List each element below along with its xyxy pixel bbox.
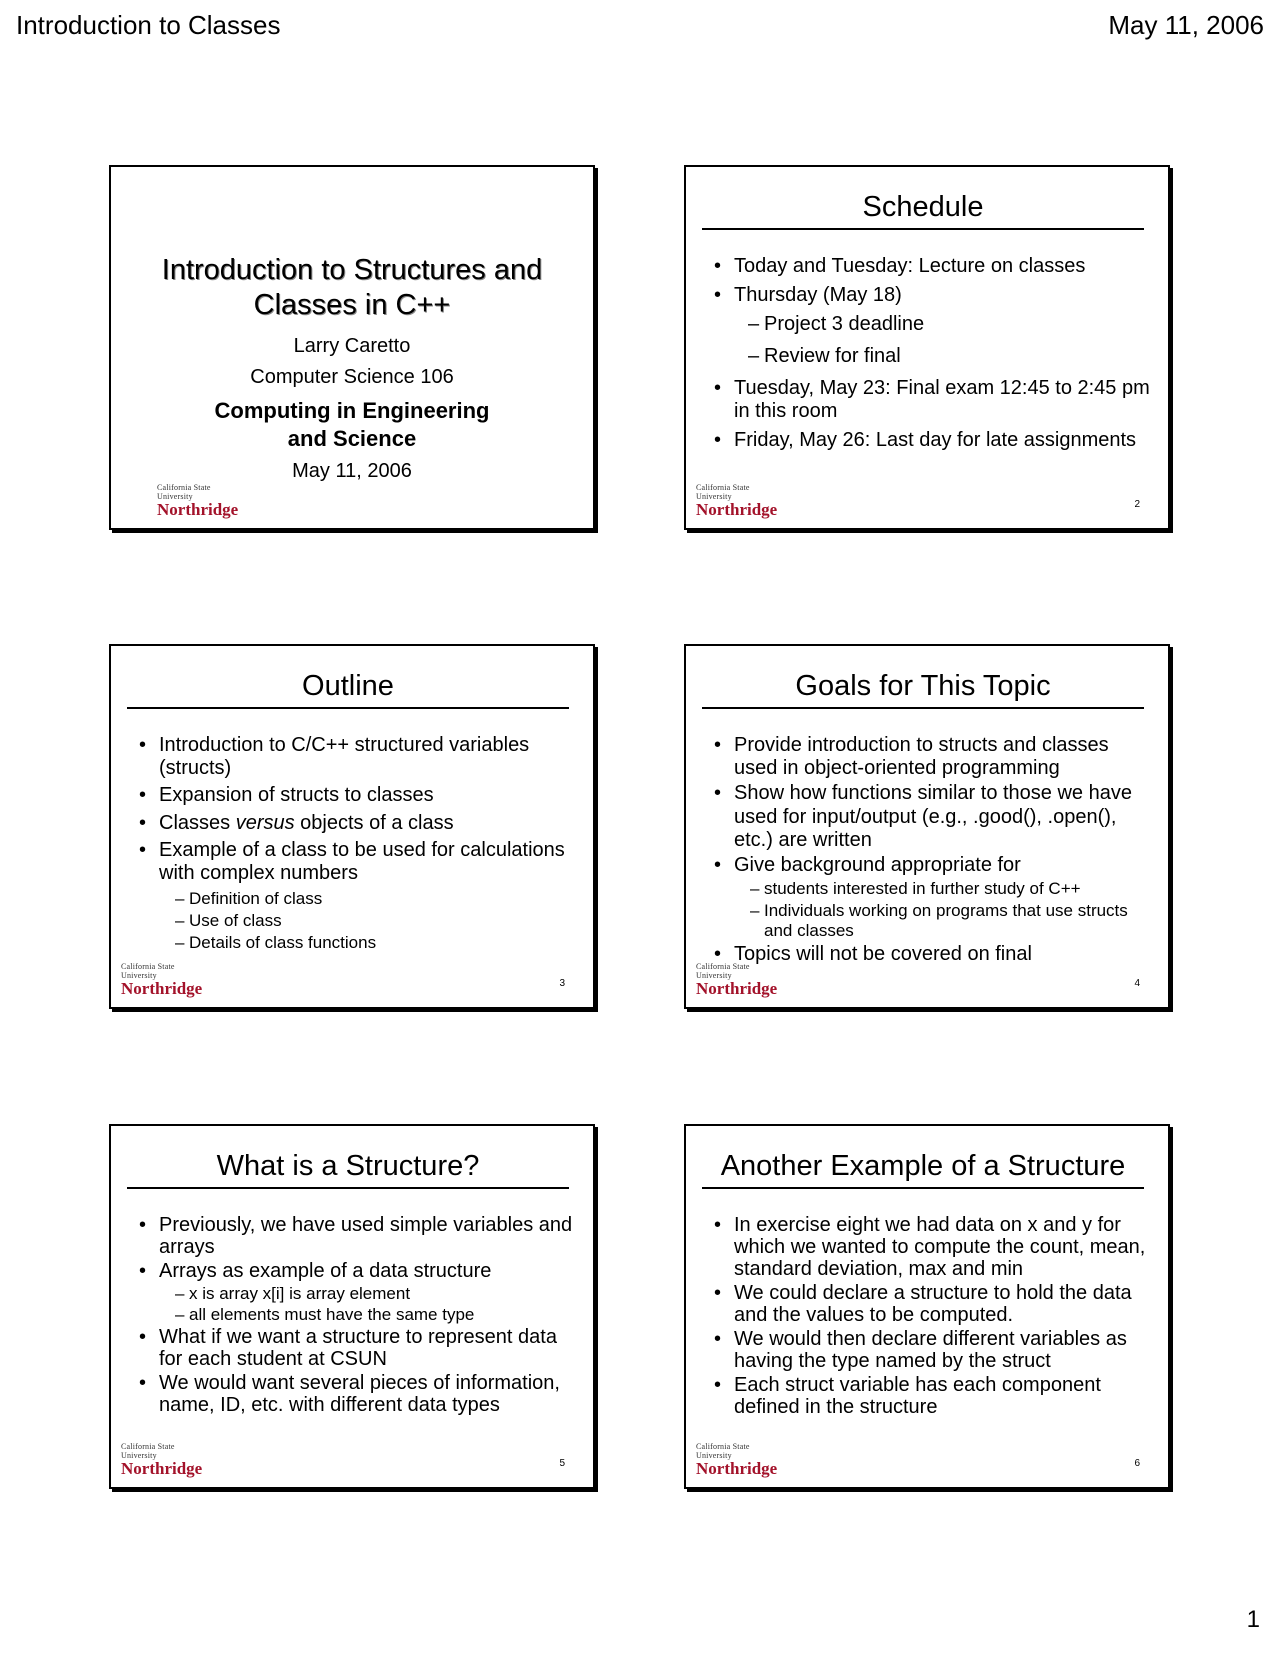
csun-logo <box>121 1442 211 1477</box>
bullet-text: objects of a class <box>294 811 454 834</box>
slide-1-title <box>121 253 583 323</box>
page-header-title: Introduction to Classes <box>16 10 281 40</box>
logo-university-line: California State University <box>696 1442 750 1460</box>
bullet-item: • We could declare a structure to hold the data and the values to be computed. <box>712 1282 1150 1326</box>
slide-4-title: Goals for This Topic <box>702 670 1144 709</box>
slide-2-title: Schedule <box>702 191 1144 230</box>
page-header-date: May 11, 2006 <box>1108 10 1264 40</box>
bullet-item: • Previously, we have used simple variables and arrays <box>137 1214 575 1258</box>
sub-bullet-item: – all elements must have the same type <box>137 1305 575 1325</box>
csun-logo <box>696 483 786 518</box>
csun-logo <box>696 1442 786 1477</box>
bullet-item <box>137 812 575 835</box>
logo-university-line: California State University <box>121 962 175 980</box>
bullet-item: • Expansion of structs to classes <box>137 784 575 807</box>
bullet-item: • Introduction to C/C++ structured variables (structs) <box>137 734 575 780</box>
bullet-item: • Friday, May 26: Last day for late assignments <box>712 429 1150 452</box>
bullet-item: • We would want several pieces of information, name, ID, etc. with different data types <box>137 1372 575 1416</box>
slide-4-body <box>712 734 1150 968</box>
slide-1-date: May 11, 2006 <box>292 460 412 482</box>
bullet-item: • Example of a class to be used for calculations with complex numbers <box>137 839 575 885</box>
sub-bullet-item: – students interested in further study of C++ <box>712 879 1150 899</box>
slide-3-body <box>137 734 575 955</box>
slide-3 <box>109 644 595 1009</box>
slide-6 <box>684 1124 1170 1489</box>
slide-number: 4 <box>1134 978 1140 989</box>
logo-northridge: Northridge <box>121 979 203 998</box>
bullet-item: • Topics will not be covered on final <box>712 943 1150 966</box>
sub-bullet-item: – Project 3 deadline <box>712 313 1150 337</box>
slide-1 <box>109 165 595 530</box>
sub-bullet-item: – Details of class functions <box>137 933 575 953</box>
sub-bullet-item: – Use of class <box>137 911 575 931</box>
slide-number: 3 <box>559 978 565 989</box>
slide-number: 6 <box>1134 1458 1140 1469</box>
bullet-item: • Each struct variable has each component defined in the structure <box>712 1374 1150 1418</box>
logo-northridge: Northridge <box>157 500 239 519</box>
slide-1-subtitle-line2: and Science <box>287 426 417 451</box>
slide-1-subtitle-line1: Computing in Engineering <box>214 398 490 423</box>
logo-university-line: California State University <box>157 483 211 501</box>
sub-bullet-item: – Review for final <box>712 345 1150 369</box>
bullet-item: • Arrays as example of a data structure <box>137 1260 575 1282</box>
bullet-item: • In exercise eight we had data on x and y for which we wanted to compute the count, mean, standard deviation, max and min <box>712 1214 1150 1280</box>
sub-bullet-item: – Individuals working on programs that use structs and classes <box>712 901 1150 941</box>
bullet-item: • What if we want a structure to represent data for each student at CSUN <box>137 1326 575 1370</box>
slide-5-title: What is a Structure? <box>127 1150 569 1189</box>
sub-bullet-item: – x is array x[i] is array element <box>137 1284 575 1304</box>
bullet-item: • We would then declare different variables as having the type named by the struct <box>712 1328 1150 1372</box>
bullet-item: • Thursday (May 18) <box>712 284 1150 307</box>
slide-6-body <box>712 1214 1150 1420</box>
slide-1-title-line2: Classes in C++ <box>253 289 451 321</box>
slide-number: 5 <box>559 1458 565 1469</box>
slide-4 <box>684 644 1170 1009</box>
slide-5-body <box>137 1214 575 1418</box>
slide-5 <box>109 1124 595 1489</box>
bullet-text: Classes <box>159 811 236 834</box>
bullet-emphasis: versus <box>235 811 295 834</box>
logo-northridge: Northridge <box>696 500 778 519</box>
slide-2-body <box>712 255 1150 458</box>
slide-1-course: Computer Science 106 <box>250 366 454 388</box>
bullet-item: • Provide introduction to structs and classes used in object-oriented programming <box>712 734 1150 780</box>
csun-logo <box>157 483 247 518</box>
slide-number: 2 <box>1134 499 1140 510</box>
bullet-item: • Today and Tuesday: Lecture on classes <box>712 255 1150 278</box>
bullet-item: • Tuesday, May 23: Final exam 12:45 to 2:45 pm in this room <box>712 377 1150 423</box>
slide-6-title: Another Example of a Structure <box>702 1150 1144 1189</box>
page-number: 1 <box>1246 1606 1260 1633</box>
logo-northridge: Northridge <box>696 1459 778 1478</box>
slide-1-title-line1: Introduction to Structures and <box>161 254 543 286</box>
logo-university-line: California State University <box>696 962 750 980</box>
slide-3-title: Outline <box>127 670 569 709</box>
sub-bullet-item: – Definition of class <box>137 889 575 909</box>
csun-logo <box>121 962 211 997</box>
logo-northridge: Northridge <box>121 1459 203 1478</box>
bullet-item: • Give background appropriate for <box>712 854 1150 877</box>
bullet-item: • Show how functions similar to those we have used for input/output (e.g., .good(), .open(), etc.) are written <box>712 782 1150 852</box>
logo-university-line: California State University <box>121 1442 175 1460</box>
slide-2 <box>684 165 1170 530</box>
slide-1-subtitle <box>121 397 583 453</box>
slide-1-author: Larry Caretto <box>293 335 411 357</box>
logo-university-line: California State University <box>696 483 750 501</box>
csun-logo <box>696 962 786 997</box>
logo-northridge: Northridge <box>696 979 778 998</box>
